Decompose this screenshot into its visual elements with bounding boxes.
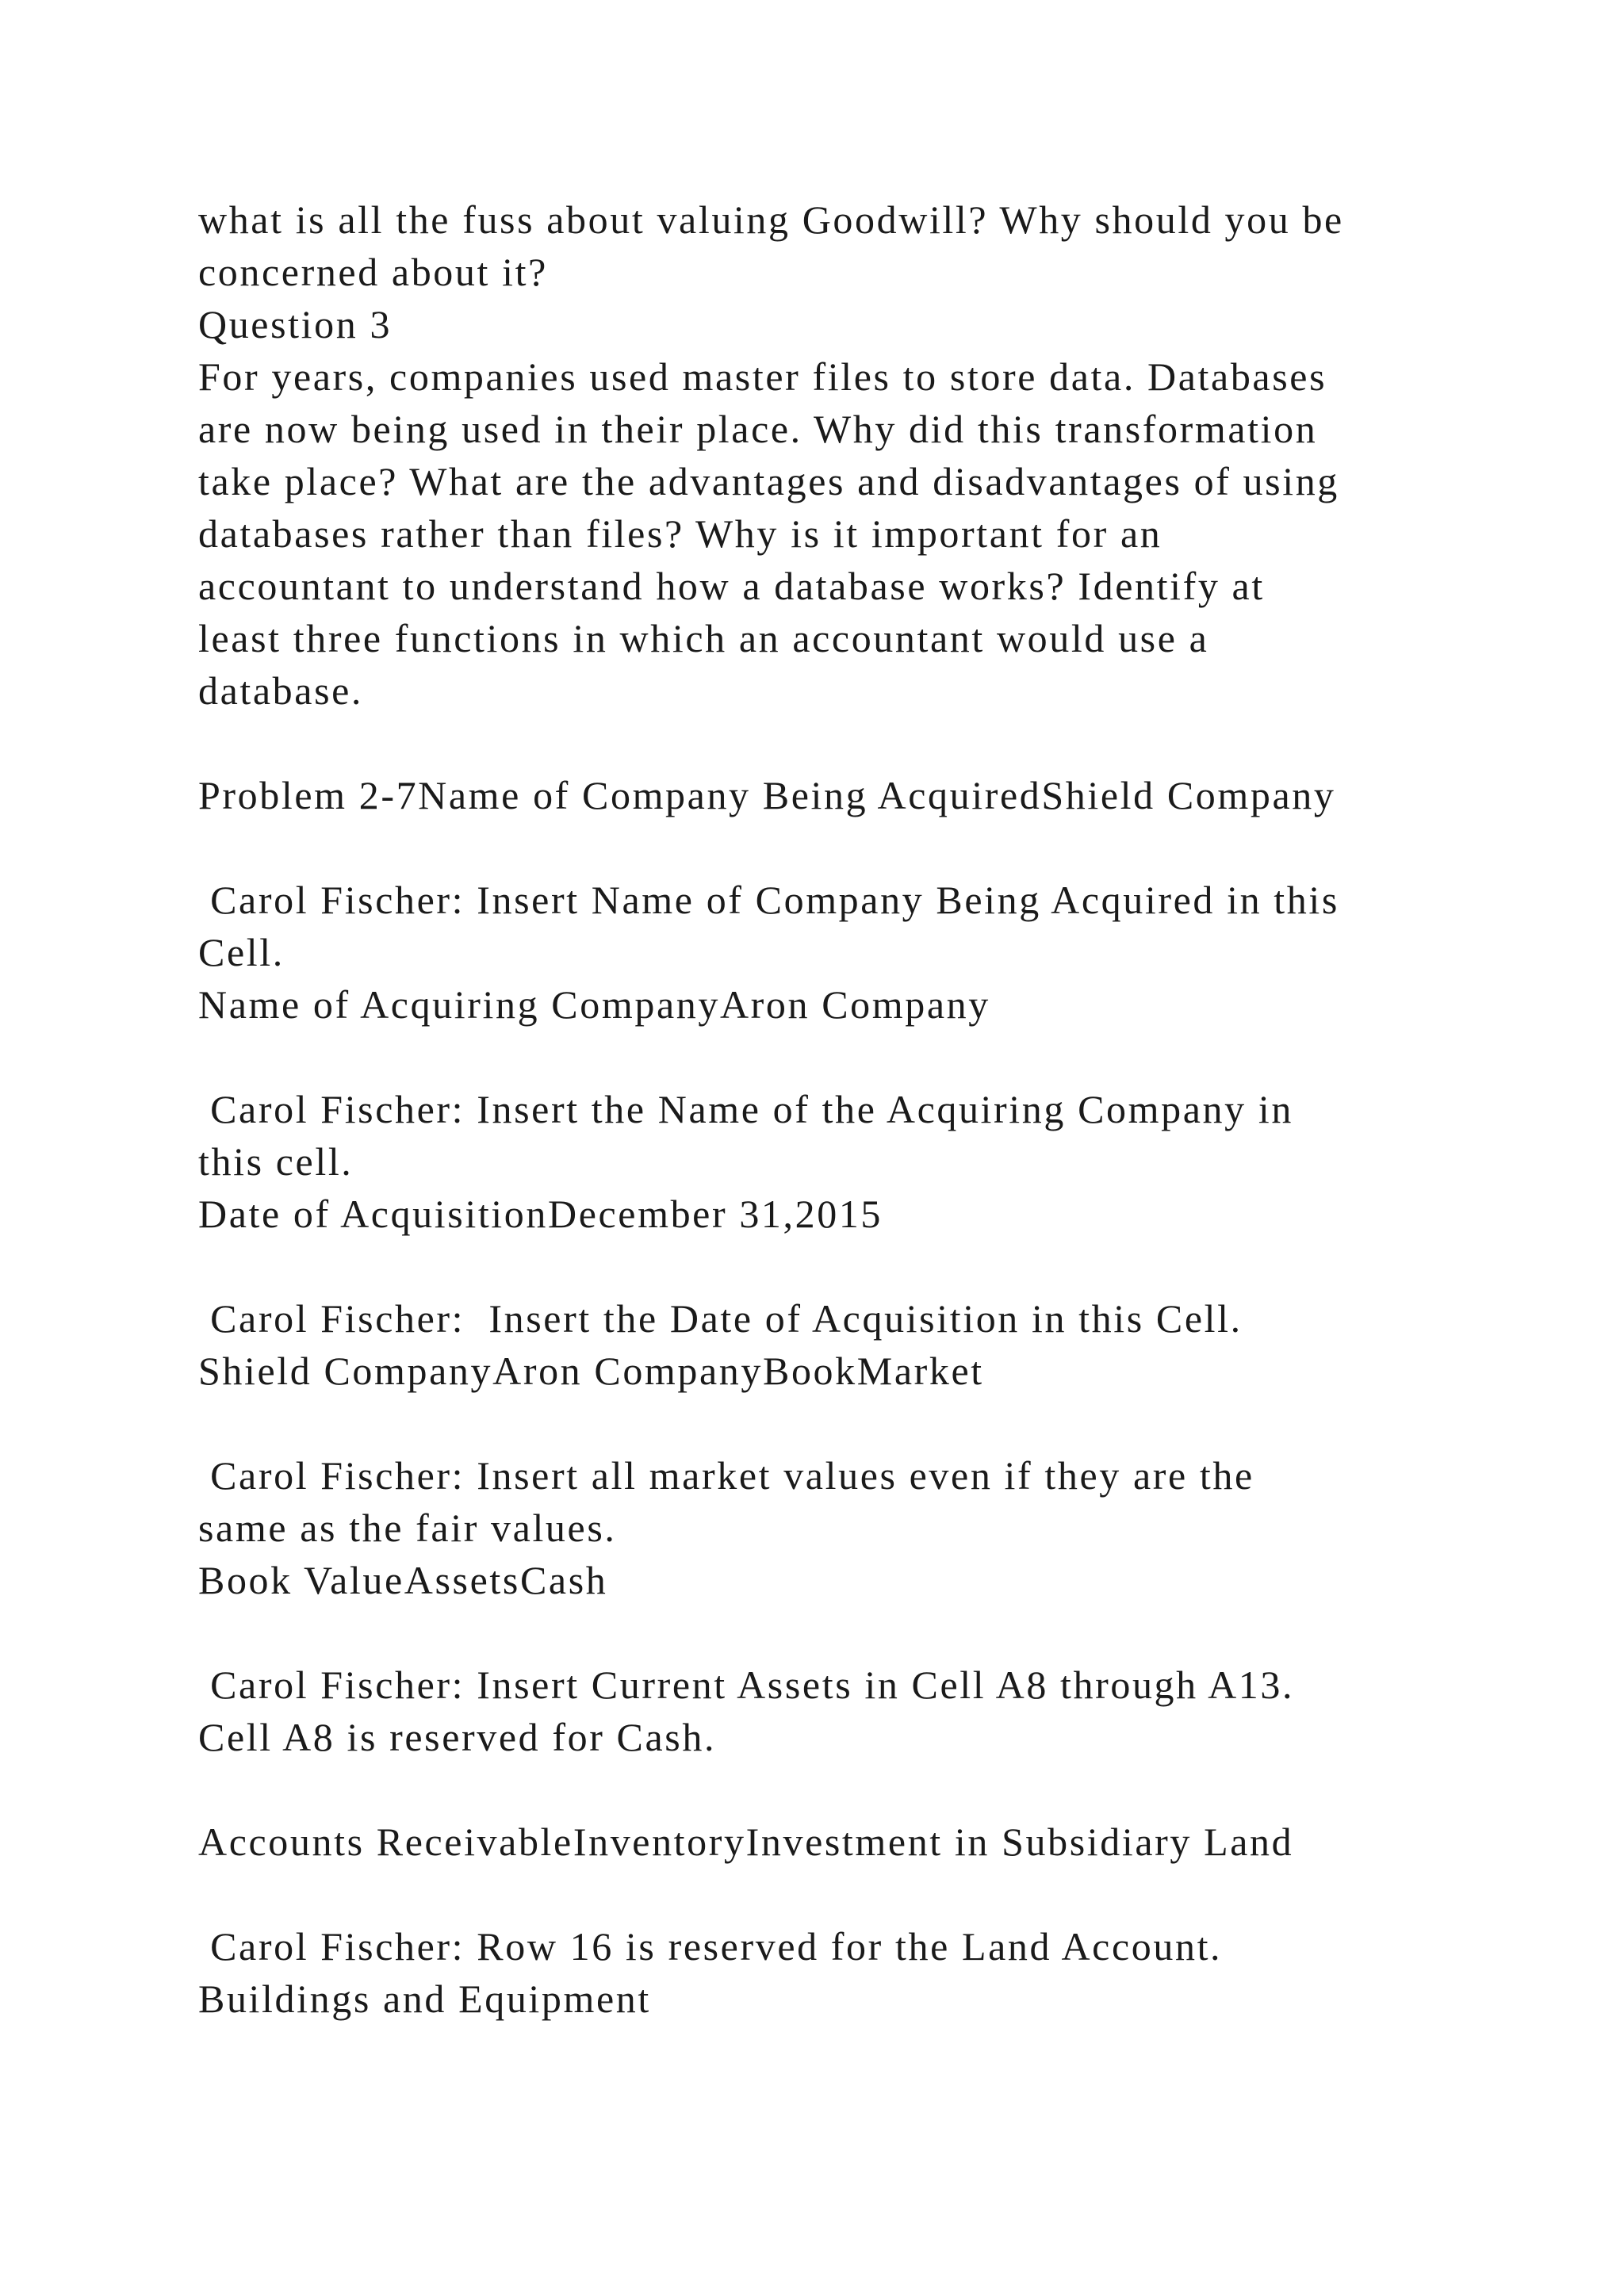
text-line: least three functions in which an accountant would use a — [198, 616, 1209, 660]
comment-line: Cell A8 is reserved for Cash. — [198, 1715, 717, 1759]
text-line: database. — [198, 668, 364, 713]
text-line: Name of Acquiring CompanyAron Company — [198, 982, 990, 1027]
blank-line — [198, 821, 1499, 874]
text-line: databases rather than files? Why is it important for an — [198, 511, 1162, 556]
comment-line: Carol Fischer: Insert Current Assets in Cell A8 through A13. — [198, 1663, 1295, 1707]
blank-line — [198, 717, 1499, 769]
comment-line: this cell. — [198, 1139, 354, 1184]
comment-line: Carol Fischer: Insert all market values even if they are the — [198, 1453, 1254, 1498]
blank-line — [198, 1397, 1499, 1449]
blank-line — [198, 1606, 1499, 1659]
comment-line: Carol Fischer: Row 16 is reserved for the Land Account. — [198, 1924, 1223, 1969]
blank-line — [198, 1240, 1499, 1292]
question-heading: Question 3 — [198, 302, 393, 346]
problem-heading: Problem 2-7Name of Company Being AcquiredShield Company — [198, 773, 1336, 817]
text-line: concerned about it? — [198, 250, 548, 294]
blank-line — [198, 1031, 1499, 1083]
blank-line — [198, 1868, 1499, 1920]
comment-line: Cell. — [198, 930, 285, 974]
comment-line: Carol Fischer: Insert Name of Company Being Acquired in this — [198, 878, 1339, 922]
text-line: Buildings and Equipment — [198, 1976, 651, 2021]
text-line: Date of AcquisitionDecember 31,2015 — [198, 1192, 883, 1236]
comment-line: same as the fair values. — [198, 1506, 617, 1550]
text-line: what is all the fuss about valuing Goodwill? Why should you be — [198, 197, 1344, 242]
text-line: Accounts ReceivableInventoryInvestment in Subsidiary Land — [198, 1820, 1294, 1864]
document-body — [198, 193, 1499, 2025]
blank-line — [198, 1763, 1499, 1816]
text-line: accountant to understand how a database works? Identify at — [198, 564, 1265, 608]
comment-line: Carol Fischer: Insert the Name of the Acquiring Company in — [198, 1087, 1293, 1131]
text-line: Book ValueAssetsCash — [198, 1558, 608, 1602]
text-line: For years, companies used master files to store data. Databases — [198, 354, 1327, 399]
text-line: Shield CompanyAron CompanyBookMarket — [198, 1349, 984, 1393]
comment-line: Carol Fischer: Insert the Date of Acquisition in this Cell. — [198, 1296, 1243, 1341]
text-line: take place? What are the advantages and disadvantages of using — [198, 459, 1339, 503]
text-line: are now being used in their place. Why did this transformation — [198, 407, 1318, 451]
